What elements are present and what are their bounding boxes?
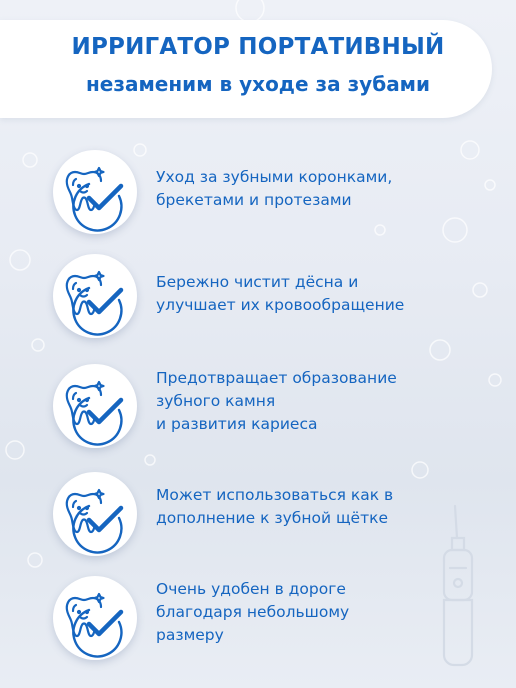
page-title: ИРРИГАТОР ПОРТАТИВНЫЙ [71, 34, 445, 60]
feature-text-line: улучшает их кровообращение [156, 296, 405, 314]
tooth-check-icon [53, 576, 137, 660]
feature-item [0, 254, 516, 354]
feature-text-line: брекетами и протезами [156, 191, 352, 209]
feature-text [156, 271, 496, 317]
feature-icon-badge [53, 364, 137, 448]
feature-item [0, 150, 516, 250]
feature-text-line: зубного камня [156, 392, 276, 410]
page-subtitle: незаменим в уходе за зубами [85, 72, 431, 96]
feature-text-line: размеру [156, 626, 224, 644]
feature-text [156, 166, 496, 212]
feature-item [0, 364, 516, 464]
feature-text-line: благодаря небольшому [156, 603, 350, 621]
feature-text [156, 367, 496, 436]
feature-text-line: Может использоваться как в [156, 486, 394, 504]
feature-icon-badge [53, 254, 137, 338]
tooth-check-icon [53, 150, 137, 234]
feature-text-line: и развития кариеса [156, 415, 318, 433]
feature-text-line: дополнение к зубной щётке [156, 509, 389, 527]
irrigator-icon [430, 498, 490, 668]
tooth-check-icon [53, 254, 137, 338]
feature-icon-badge [53, 576, 137, 660]
feature-text-line: Бережно чистит дёсна и [156, 273, 359, 291]
feature-text-line: Уход за зубными коронками, [156, 168, 393, 186]
feature-icon-badge [53, 150, 137, 234]
feature-text-line: Предотвращает образование [156, 369, 397, 387]
feature-icon-badge [53, 472, 137, 556]
tooth-check-icon [53, 472, 137, 556]
tooth-check-icon [53, 364, 137, 448]
feature-text-line: Очень удобен в дороге [156, 580, 346, 598]
